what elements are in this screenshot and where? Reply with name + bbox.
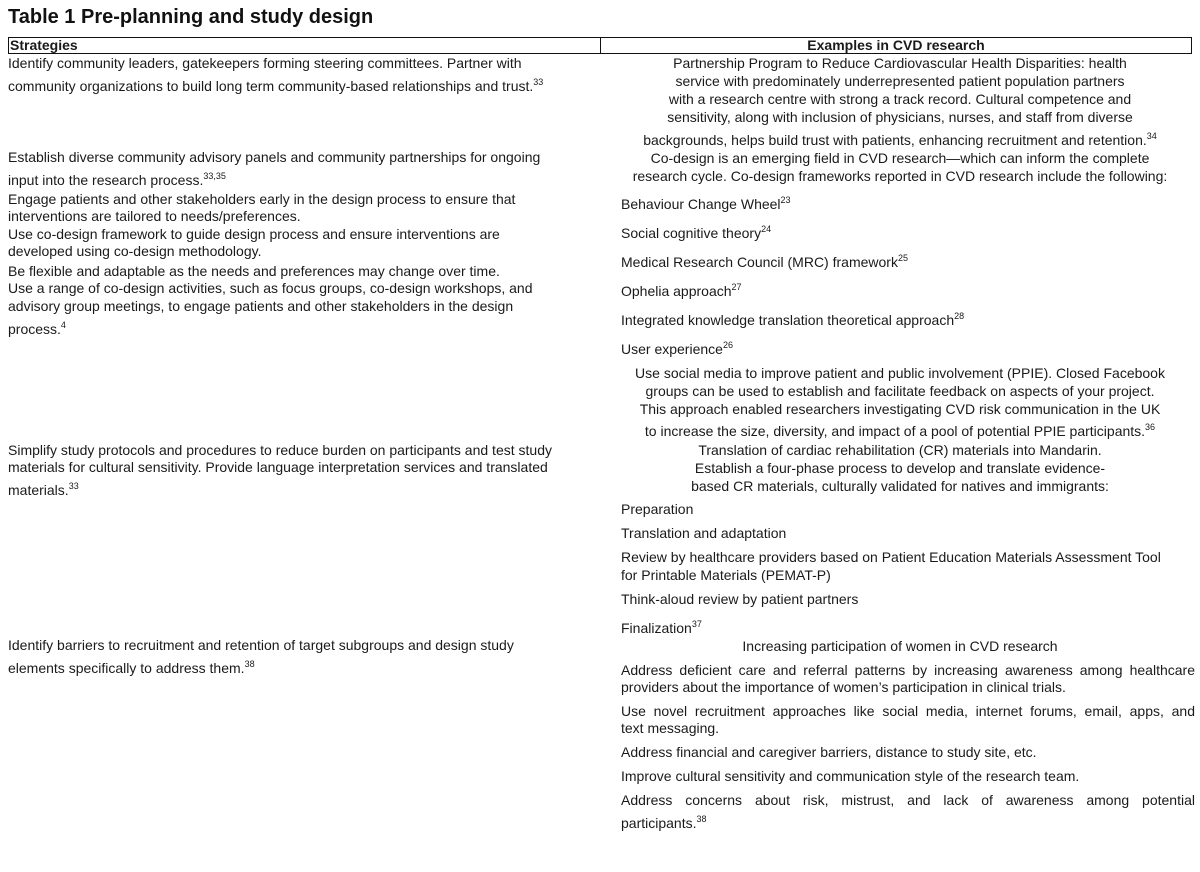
strategy-text: materials for cultural sensitivity. Provide language interpretation services and translated <box>8 459 548 475</box>
strategy-text: input into the research process.$^{33,35}$ <box>8 171 226 188</box>
strategy-text: advisory group meetings, to engage patients and other stakeholders in the design <box>8 298 514 314</box>
framework-item: User experience$^{26}$ <box>621 340 733 357</box>
citation: 33 <box>533 77 544 87</box>
example-text: Establish a four-phase process to develop and translate evidence- <box>694 460 1106 476</box>
example-text: to increase the size, diversity, and impact of a pool of potential PPIE participants.$^{36}$ <box>644 422 1156 439</box>
women-item: text messaging. <box>621 720 720 736</box>
women-item: Address deficient care and referral patterns by increasing awareness among healthcare <box>621 662 1195 678</box>
phase-item: Review by healthcare providers based on Patient Education Materials Assessment Tool <box>621 549 1161 565</box>
women-item: Address financial and caregiver barriers, distance to study site, etc. <box>621 744 1037 760</box>
strategy-text: Identify community leaders, gatekeepers forming steering committees. Partner with <box>8 55 522 71</box>
framework-item: Social cognitive theory$^{24}$ <box>621 224 772 241</box>
table-header-row <box>8 37 1192 54</box>
example-text: sensitivity, along with inclusion of physicians, nurses, and staff from diverse <box>667 109 1133 125</box>
example-text: based CR materials, culturally validated for natives and immigrants: <box>691 478 1109 494</box>
citation: 38 <box>696 814 707 824</box>
example-text: backgrounds, helps build trust with patients, enhancing recruitment and retention.$^{34}$ <box>643 131 1157 148</box>
women-item: Improve cultural sensitivity and communication style of the research team. <box>621 768 1080 784</box>
citation: 4 <box>60 320 66 330</box>
example-text: Co-design is an emerging field in CVD research—which can inform the complete <box>650 150 1150 166</box>
example-text: Use social media to improve patient and public involvement (PPIE). Closed Facebook <box>635 365 1165 381</box>
citation: 38 <box>244 659 255 669</box>
citation: 24 <box>761 224 772 234</box>
example-text: groups can be used to establish and facilitate feedback on aspects of your project. <box>645 383 1155 399</box>
example-text: service with predominately underrepresented patient population partners <box>675 73 1125 89</box>
citation: 26 <box>722 340 733 350</box>
framework-item: Behaviour Change Wheel$^{23}$ <box>621 195 791 212</box>
example-text: Increasing participation of women in CVD research <box>742 638 1058 654</box>
strategy-text: Simplify study protocols and procedures to reduce burden on participants and test study <box>8 442 552 458</box>
women-item: Address concerns about risk, mistrust, and lack of awareness among potential <box>621 792 1195 808</box>
citation: 25 <box>897 253 908 263</box>
example-text: Partnership Program to Reduce Cardiovascular Health Disparities: health <box>673 55 1127 71</box>
example-text: with a research centre with strong a track record. Cultural competence and <box>668 91 1132 107</box>
citation: 27 <box>731 282 742 292</box>
women-item: providers about the importance of women’s participation in clinical trials. <box>621 679 1066 695</box>
strategy-text: Be flexible and adaptable as the needs and preferences may change over time. <box>8 263 500 279</box>
strategy-text: Establish diverse community advisory panels and community partnerships for ongoing <box>8 149 541 165</box>
strategy-text: Use a range of co-design activities, such as focus groups, co-design workshops, and <box>8 280 533 296</box>
citation: 23 <box>780 195 791 205</box>
phase-item: Translation and adaptation <box>621 525 787 541</box>
framework-item: Medical Research Council (MRC) framework$^{25}$ <box>621 253 908 270</box>
women-item: Use novel recruitment approaches like social media, internet forums, email, apps, and <box>621 703 1195 719</box>
phase-item: Think-aloud review by patient partners <box>621 591 859 607</box>
framework-item: Integrated knowledge translation theoretical approach$^{28}$ <box>621 311 965 328</box>
citation: 34 <box>1146 131 1157 141</box>
example-text: This approach enabled researchers investigating CVD risk communication in the UK <box>639 401 1161 417</box>
citation: 33 <box>68 481 79 491</box>
strategy-text: Engage patients and other stakeholders early in the design process to ensure that <box>8 191 516 207</box>
example-text: research cycle. Co-design frameworks reported in CVD research include the following: <box>632 168 1168 184</box>
phase-item: Finalization$^{37}$ <box>621 619 702 636</box>
framework-item: Ophelia approach$^{27}$ <box>621 282 742 299</box>
phase-item: for Printable Materials (PEMAT-P) <box>621 567 831 583</box>
example-text: Translation of cardiac rehabilitation (CR) materials into Mandarin. <box>698 442 1102 458</box>
strategy-text: Identify barriers to recruitment and retention of target subgroups and design study <box>8 637 514 653</box>
strategy-text: community organizations to build long term community-based relationships and trust.$^{33}$ <box>8 77 544 94</box>
citation: 28 <box>954 311 965 321</box>
strategy-text: developed using co-design methodology. <box>8 243 262 259</box>
citation: 36 <box>1145 422 1156 432</box>
women-item: participants.$^{38}$ <box>621 814 707 831</box>
phase-item: Preparation <box>621 501 694 517</box>
strategy-text: Use co-design framework to guide design process and ensure interventions are <box>8 226 500 242</box>
column-header-examples: Examples in CVD research <box>807 37 985 53</box>
column-header-strategies: Strategies <box>9 38 601 53</box>
table-title: Table 1 Pre-planning and study design <box>8 6 374 28</box>
strategy-text: process.$^4$ <box>8 320 66 337</box>
citation: 33,35 <box>203 171 226 181</box>
strategy-text: interventions are tailored to needs/preferences. <box>8 208 301 224</box>
strategy-text: elements specifically to address them.$^{38}$ <box>8 659 255 676</box>
citation: 37 <box>691 619 702 629</box>
strategy-text: materials.$^{33}$ <box>8 481 79 498</box>
